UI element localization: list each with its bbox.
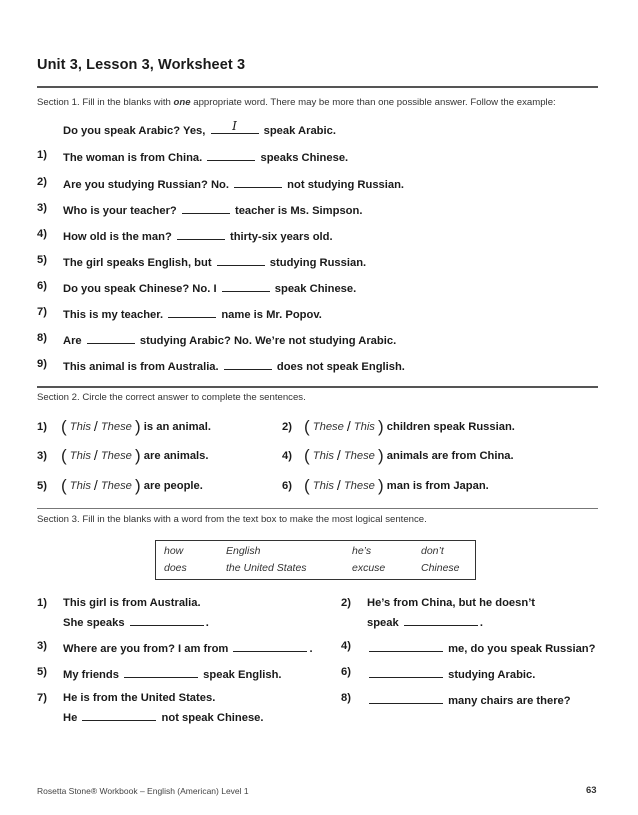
item-number: 3)	[37, 450, 47, 462]
open-paren: (	[61, 417, 67, 436]
word-box-item: English	[226, 545, 261, 557]
open-paren: (	[304, 446, 310, 465]
close-paren: )	[135, 476, 141, 495]
item-number: 5)	[37, 666, 47, 678]
choice-option[interactable]: These	[312, 421, 344, 433]
sentence-text: How old is the man?	[63, 231, 175, 243]
sentence-text: studying Arabic? No. We’re not studying Arabic.	[136, 335, 397, 347]
sentence-text: me, do you speak Russian?	[445, 643, 596, 655]
sentence-text: many chairs are there?	[445, 695, 571, 707]
s1-question	[63, 280, 356, 295]
item-number: 6)	[282, 480, 292, 492]
sentence-text: He	[63, 712, 81, 724]
answer-blank[interactable]	[233, 640, 307, 652]
answer-blank[interactable]	[87, 332, 135, 344]
choice-option[interactable]: These	[100, 480, 132, 492]
word-box-item: the United States	[226, 562, 307, 574]
word-box-item: don’t	[421, 545, 444, 557]
sentence-text: studying Russian.	[266, 257, 367, 269]
close-paren: )	[378, 446, 384, 465]
sentence-text: thirty-six years old.	[226, 231, 333, 243]
sentence-text: not studying Russian.	[284, 179, 405, 191]
answer-blank[interactable]	[369, 666, 443, 678]
item-number: 8)	[341, 692, 351, 704]
answer-blank[interactable]	[222, 280, 270, 292]
item-number: 8)	[37, 332, 47, 344]
s1-question	[63, 202, 362, 217]
s1-question	[63, 149, 348, 164]
item-number: 3)	[37, 640, 47, 652]
sentence-text: speak Arabic.	[260, 125, 336, 137]
s3-question	[367, 692, 571, 707]
slash-separator: /	[336, 447, 341, 463]
sentence-text: are people.	[143, 480, 203, 492]
item-number: 7)	[37, 692, 47, 704]
answer-blank[interactable]	[130, 614, 204, 626]
s3-question-line: He’s from China, but he doesn’t	[367, 597, 536, 609]
s1-question	[63, 306, 322, 321]
s3-question-line	[63, 614, 209, 629]
choice-option[interactable]: This	[312, 450, 334, 462]
answer-blank[interactable]	[207, 149, 255, 161]
word-box-item: excuse	[352, 562, 386, 574]
word-box-item: Chinese	[421, 562, 460, 574]
choice-option[interactable]: This	[69, 421, 91, 433]
close-paren: )	[135, 446, 141, 465]
s1-question	[63, 176, 404, 191]
sentence-text: Are	[63, 335, 85, 347]
answer-blank[interactable]	[177, 228, 225, 240]
choice-option[interactable]: These	[100, 450, 132, 462]
sentence-text: speak Chinese.	[271, 283, 357, 295]
sentence-text: children speak Russian.	[386, 421, 515, 433]
answer-blank[interactable]	[369, 640, 443, 652]
choice-option[interactable]: These	[100, 421, 132, 433]
s2-question	[61, 446, 208, 466]
sentence-text: are animals.	[143, 450, 209, 462]
answer-blank[interactable]	[82, 709, 156, 721]
s2-question	[304, 417, 515, 437]
open-paren: (	[304, 417, 310, 436]
sentence-text: animals are from China.	[386, 450, 514, 462]
section-2-heading: Section 2. Circle the correct answer to complete the sentences.	[37, 392, 306, 403]
s1-question	[63, 228, 333, 243]
open-paren: (	[61, 446, 67, 465]
close-paren: )	[378, 417, 384, 436]
section-divider	[37, 508, 598, 509]
s1-question	[63, 358, 405, 373]
sentence-text: The woman is from China.	[63, 152, 206, 164]
item-number: 4)	[341, 640, 351, 652]
word-box-item: does	[164, 562, 187, 574]
s1-question	[63, 254, 366, 269]
s1-question	[63, 332, 396, 347]
s2-question	[304, 446, 514, 466]
sentence-text: studying Arabic.	[445, 669, 536, 681]
item-number: 2)	[341, 597, 351, 609]
choice-option[interactable]: This	[69, 450, 91, 462]
close-paren: )	[378, 476, 384, 495]
item-number: 5)	[37, 480, 47, 492]
word-box	[155, 540, 476, 580]
word-box-item: he’s	[352, 545, 372, 557]
section-3-heading: Section 3. Fill in the blanks with a word from the text box to make the most logical sentence.	[37, 514, 427, 525]
item-number: 7)	[37, 306, 47, 318]
page-title: Unit 3, Lesson 3, Worksheet 3	[37, 57, 246, 73]
sentence-text: speaks Chinese.	[257, 152, 349, 164]
open-paren: (	[61, 476, 67, 495]
example-blank	[211, 119, 259, 134]
sentence-text: She speaks	[63, 617, 128, 629]
slash-separator: /	[93, 477, 98, 493]
item-number: 1)	[37, 597, 47, 609]
answer-blank[interactable]	[369, 692, 443, 704]
sentence-text: speak English.	[200, 669, 282, 681]
sentence-text: Who is your teacher?	[63, 205, 180, 217]
sentence-text: .	[479, 617, 483, 629]
choice-option[interactable]: This	[69, 480, 91, 492]
item-number: 5)	[37, 254, 47, 266]
page-number: 63	[586, 785, 597, 796]
s2-question	[304, 476, 489, 496]
s3-question	[63, 640, 313, 655]
open-paren: (	[304, 476, 310, 495]
example-answer: I	[232, 119, 237, 133]
example-sentence	[63, 119, 336, 137]
sentence-text: Do you speak Arabic? Yes,	[63, 125, 209, 137]
title-divider	[37, 86, 598, 88]
choice-option[interactable]: These	[343, 480, 375, 492]
s2-question	[61, 476, 203, 496]
answer-blank[interactable]	[124, 666, 198, 678]
item-number: 6)	[341, 666, 351, 678]
sentence-text: Do you speak Chinese? No. I	[63, 283, 220, 295]
sentence-text: Where are you from? I am from	[63, 643, 232, 655]
slash-separator: /	[93, 447, 98, 463]
sentence-text: is an animal.	[143, 421, 211, 433]
choice-option[interactable]: These	[343, 450, 375, 462]
s3-question-line: He is from the United States.	[63, 692, 216, 704]
answer-blank[interactable]	[224, 358, 272, 370]
answer-blank[interactable]	[168, 306, 216, 318]
sentence-text: Are you studying Russian? No.	[63, 179, 233, 191]
slash-separator: /	[336, 477, 341, 493]
s3-question-line: This girl is from Australia.	[63, 597, 201, 609]
answer-blank[interactable]	[234, 176, 282, 188]
sentence-text: teacher is Ms. Simpson.	[231, 205, 363, 217]
s3-question-line	[367, 614, 483, 629]
sentence-text: name is Mr. Popov.	[218, 309, 322, 321]
choice-option[interactable]: This	[353, 421, 375, 433]
sentence-text: This is my teacher.	[63, 309, 167, 321]
sentence-text: does not speak English.	[273, 361, 405, 373]
s3-question-line	[63, 709, 264, 724]
item-number: 4)	[282, 450, 292, 462]
s3-question	[367, 640, 595, 655]
word-box-item: how	[164, 545, 184, 557]
item-number: 2)	[37, 176, 47, 188]
item-number: 2)	[282, 421, 292, 433]
sentence-text: The girl speaks English, but	[63, 257, 215, 269]
answer-blank[interactable]	[217, 254, 265, 266]
slash-separator: /	[93, 418, 98, 434]
heading-emphasis: one	[173, 97, 191, 108]
choice-option[interactable]: This	[312, 480, 334, 492]
item-number: 3)	[37, 202, 47, 214]
item-number: 9)	[37, 358, 47, 370]
sentence-text: .	[205, 617, 209, 629]
sentence-text: man is from Japan.	[386, 480, 489, 492]
footer-text: Rosetta Stone® Workbook – English (American) Level 1	[37, 786, 249, 796]
heading-text: appropriate word. There may be more than one possible answer. Follow the example:	[190, 97, 556, 108]
sentence-text: .	[309, 643, 313, 655]
item-number: 6)	[37, 280, 47, 292]
s2-question	[61, 417, 211, 437]
section-1-heading	[37, 97, 556, 108]
sentence-text: This animal is from Australia.	[63, 361, 222, 373]
slash-separator: /	[346, 418, 351, 434]
heading-text: Section 1. Fill in the blanks with	[37, 97, 174, 108]
s3-question	[63, 666, 282, 681]
s3-question	[367, 666, 535, 681]
section-divider	[37, 386, 598, 388]
sentence-text: speak	[367, 617, 402, 629]
answer-blank[interactable]	[182, 202, 230, 214]
item-number: 1)	[37, 421, 47, 433]
item-number: 1)	[37, 149, 47, 161]
item-number: 4)	[37, 228, 47, 240]
sentence-text: My friends	[63, 669, 123, 681]
answer-blank[interactable]	[404, 614, 478, 626]
sentence-text: not speak Chinese.	[158, 712, 264, 724]
close-paren: )	[135, 417, 141, 436]
